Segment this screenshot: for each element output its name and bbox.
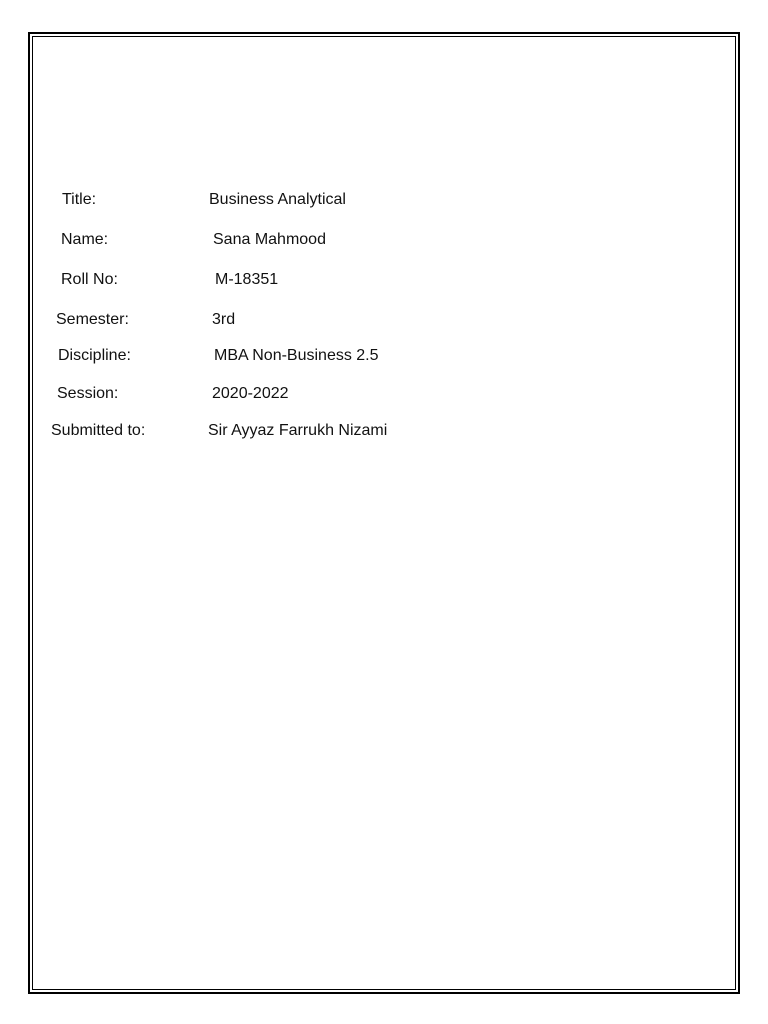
name-value: Sana Mahmood <box>213 231 326 248</box>
discipline-label: Discipline: <box>58 347 131 364</box>
page-border-inner <box>32 36 736 990</box>
submitted-to-label: Submitted to: <box>51 422 146 439</box>
submitted-to-value: Sir Ayyaz Farrukh Nizami <box>208 422 388 439</box>
semester-value: 3rd <box>212 311 236 328</box>
semester-label: Semester: <box>56 311 129 328</box>
discipline-value: MBA Non-Business 2.5 <box>214 347 379 364</box>
roll-no-value: M-18351 <box>215 271 279 288</box>
session-value: 2020-2022 <box>212 385 289 402</box>
name-label: Name: <box>61 231 109 248</box>
roll-no-label: Roll No: <box>61 271 118 288</box>
title-value: Business Analytical <box>209 191 346 208</box>
title-label: Title: <box>62 191 97 208</box>
session-label: Session: <box>57 385 119 402</box>
